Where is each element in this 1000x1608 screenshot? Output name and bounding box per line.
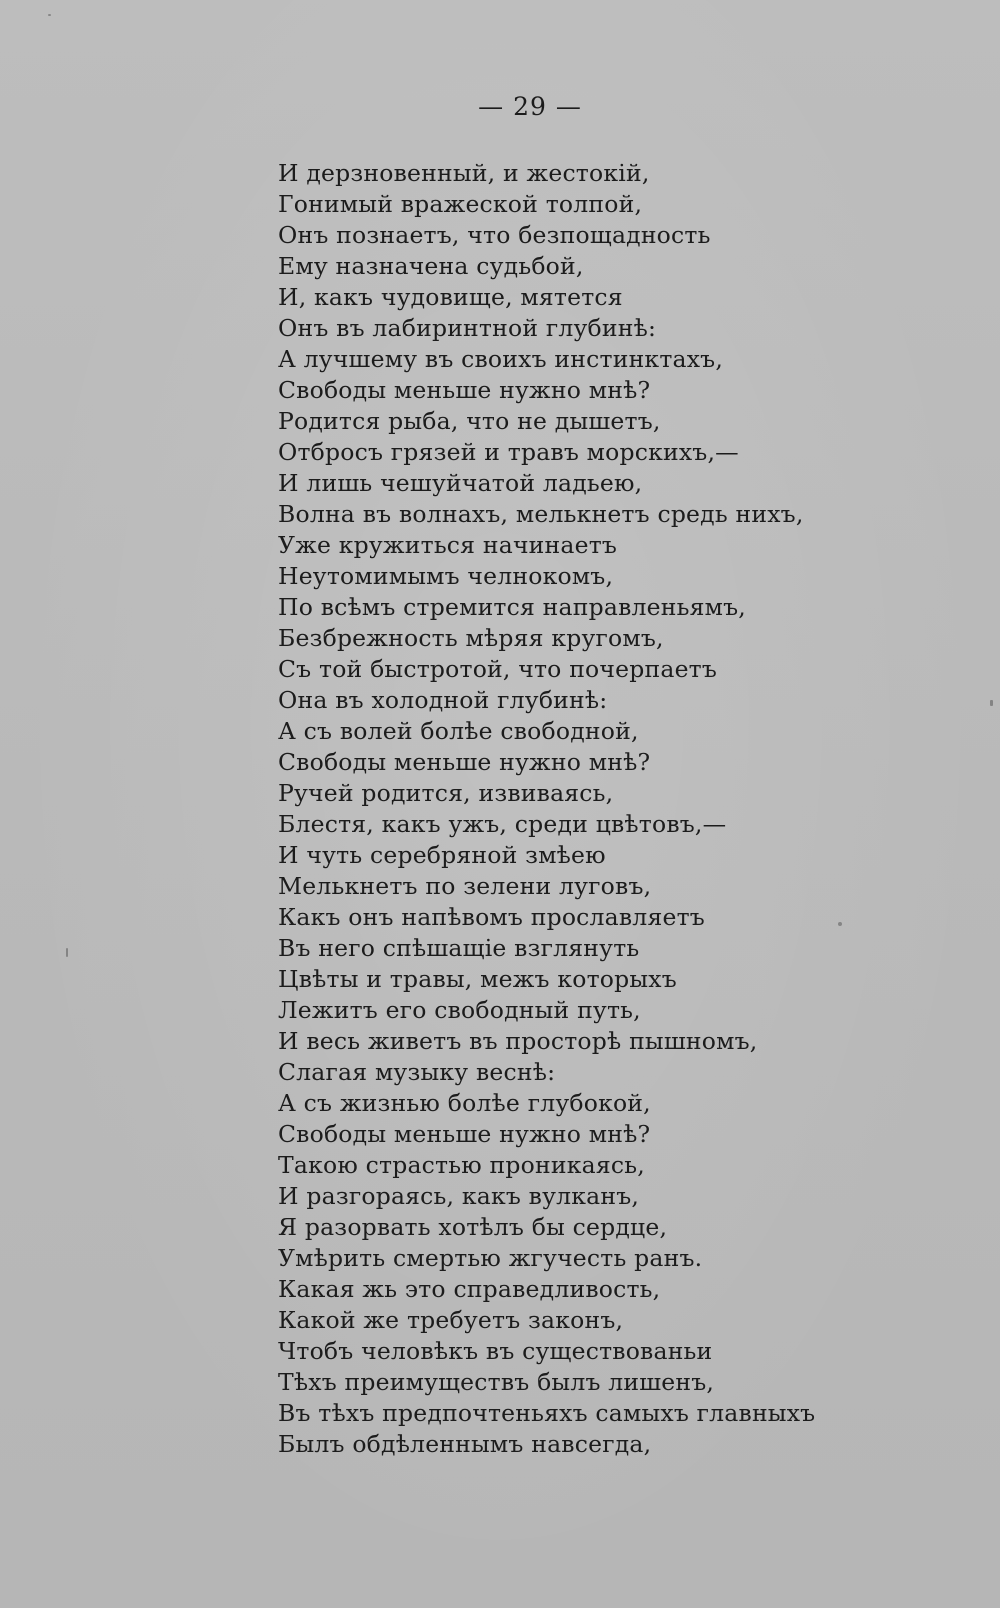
poem-line: Какой же требуетъ законъ, (278, 1306, 624, 1334)
poem-line: Неутомимымъ челнокомъ, (278, 562, 614, 590)
poem-line: Онъ познаетъ, что безпощадность (278, 221, 711, 249)
page-number: — 29 — (478, 92, 582, 121)
poem-line: Умѣрить смертью жгучесть ранъ. (278, 1244, 703, 1272)
poem-text (278, 158, 815, 1460)
poem-line: И, какъ чудовище, мятется (278, 283, 623, 311)
poem-line: Лежитъ его свободный путь, (278, 996, 641, 1024)
poem-line: Блестя, какъ ужъ, среди цвѣтовъ,— (278, 810, 727, 838)
poem-line: Она въ холодной глубинѣ: (278, 686, 608, 714)
poem-line: Ему назначена судьбой, (278, 252, 584, 280)
poem-line: Какъ онъ напѣвомъ прославляетъ (278, 903, 705, 931)
poem-line: Какая жь это справедливость, (278, 1275, 661, 1303)
poem-line: Тѣхъ преимуществъ былъ лишенъ, (278, 1368, 715, 1396)
poem-line: А съ волей болѣе свободной, (278, 717, 639, 745)
poem-line: И чуть серебряной змѣею (278, 841, 606, 869)
poem-line: Слагая музыку веснѣ: (278, 1058, 556, 1086)
poem-line: Съ той быстротой, что почерпаетъ (278, 655, 718, 683)
paper-speck (66, 948, 68, 957)
poem-line: Такою страстью проникаясь, (278, 1151, 645, 1179)
poem-line: Уже кружиться начинаетъ (278, 531, 618, 559)
poem-line: Былъ обдѣленнымъ навсегда, (278, 1430, 652, 1458)
poem-line: По всѣмъ стремится направленьямъ, (278, 593, 746, 621)
poem-line: Свободы меньше нужно мнѣ? (278, 376, 651, 404)
poem-line: Безбрежность мѣряя кругомъ, (278, 624, 664, 652)
poem-line: Свободы меньше нужно мнѣ? (278, 748, 651, 776)
poem-line: И разгораясь, какъ вулканъ, (278, 1182, 640, 1210)
paper-speck (838, 922, 842, 926)
poem-line: Въ тѣхъ предпочтеньяхъ самыхъ главныхъ (278, 1399, 816, 1427)
poem-line: Онъ въ лабиринтной глубинѣ: (278, 314, 657, 342)
poem-line: Гонимый вражеской толпой, (278, 190, 643, 218)
poem-line: Ручей родится, извиваясь, (278, 779, 614, 807)
poem-line: А лучшему въ своихъ инстинктахъ, (278, 345, 724, 373)
poem-line: Родится рыба, что не дышетъ, (278, 407, 661, 435)
poem-line: И весь живетъ въ просторѣ пышномъ, (278, 1027, 758, 1055)
paper-speck (48, 14, 51, 16)
poem-line: И дерзновенный, и жестокій, (278, 159, 650, 187)
poem-line: Цвѣты и травы, межъ которыхъ (278, 965, 677, 993)
poem-line: Я разорвать хотѣлъ бы сердце, (278, 1213, 668, 1241)
poem-line: Волна въ волнахъ, мелькнетъ средь нихъ, (278, 500, 804, 528)
poem-line: Отбросъ грязей и травъ морскихъ,— (278, 438, 739, 466)
paper-speck (990, 700, 993, 706)
poem-line: Свободы меньше нужно мнѣ? (278, 1120, 651, 1148)
poem-line: А съ жизнью болѣе глубокой, (278, 1089, 651, 1117)
poem-line: Чтобъ человѣкъ въ существованьи (278, 1337, 713, 1365)
poem-line: Въ него спѣшащіе взглянуть (278, 934, 640, 962)
poem-line: Мелькнетъ по зелени луговъ, (278, 872, 652, 900)
poem-line: И лишь чешуйчатой ладьею, (278, 469, 643, 497)
